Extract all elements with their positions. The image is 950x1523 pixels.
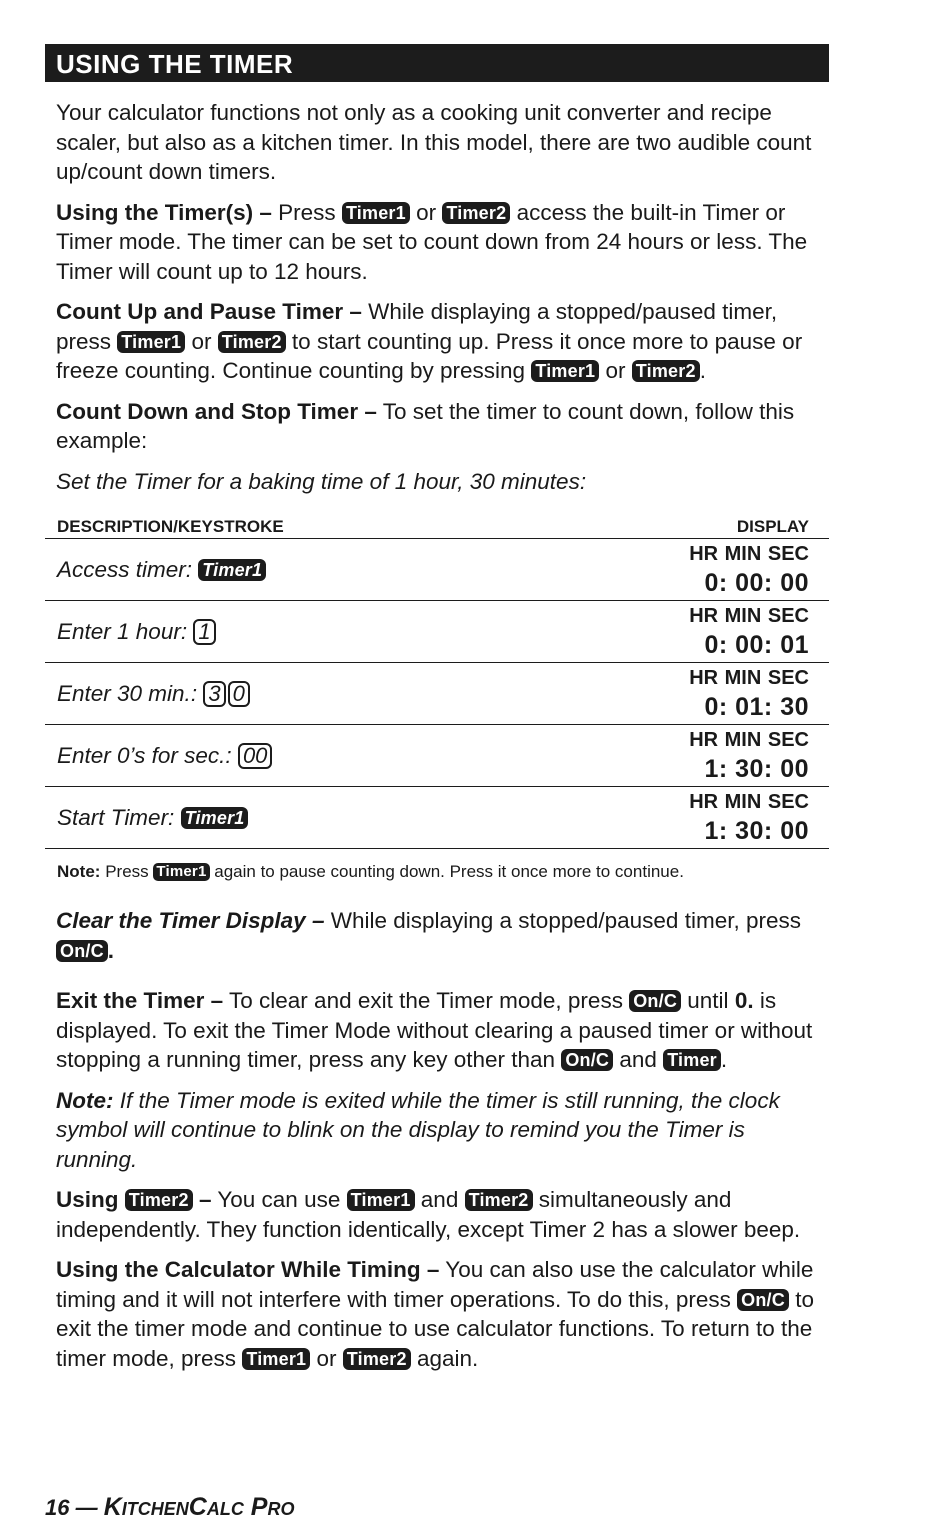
text: until	[687, 988, 729, 1013]
display-value: 1: 30: 00	[704, 754, 809, 783]
using-timers-paragraph	[56, 198, 825, 287]
page-number: 16 —	[45, 1495, 98, 1520]
count-up-heading: Count Up and Pause Timer –	[56, 299, 362, 324]
section-header	[45, 44, 829, 82]
timer2-key-icon: Timer2	[343, 1348, 411, 1370]
timer1-key-icon: Timer1	[181, 807, 249, 829]
content-body	[45, 98, 829, 496]
table-row	[45, 663, 829, 725]
timer1-key-icon: Timer1	[198, 559, 266, 581]
text: or	[416, 199, 437, 225]
display-value: 0: 01: 30	[704, 692, 809, 721]
zero-display: 0.	[734, 988, 754, 1013]
row-desc-text: Start Timer:	[57, 804, 175, 830]
text: You can use	[217, 1187, 341, 1212]
onc-key-icon: On/C	[737, 1289, 789, 1311]
keystroke-table	[45, 516, 829, 883]
clear-display-heading: Clear the Timer Display –	[56, 908, 325, 933]
display-value: 0: 00: 01	[704, 630, 809, 659]
text: .	[720, 1047, 728, 1072]
text: to exit the timer mode and continue to use calculator functions. To return to the timer mode, press	[56, 1286, 814, 1371]
section-title: USING THE TIMER	[56, 49, 294, 79]
text: While displaying a stopped/paused timer, press	[56, 299, 778, 354]
row-desc	[57, 805, 248, 831]
exit-timer-heading: Exit the Timer –	[56, 988, 224, 1013]
row-desc	[57, 557, 266, 583]
onc-key-icon: On/C	[629, 990, 681, 1012]
text: access the built-in Timer or Timer mode. The timer can be set to count down from 24 hours or less. The Timer will count up to 12 hours.	[56, 199, 808, 284]
row-desc-text: Enter 30 min.:	[57, 680, 198, 706]
timer2-key-icon: Timer2	[465, 1189, 533, 1211]
product-name: KitchenCalc Pro	[103, 1493, 295, 1521]
text: .	[699, 358, 706, 383]
intro-paragraph: Your calculator functions not only as a cooking unit converter and recipe scaler, but also as a kitchen timer. In this model, there are two audible count up/count down timers.	[56, 100, 812, 184]
display-value: 1: 30: 00	[704, 816, 809, 845]
row-desc-text: Enter 0’s for sec.:	[57, 742, 232, 768]
clear-display-paragraph	[56, 906, 825, 965]
text: Press	[105, 862, 149, 881]
timer-key-icon: Timer	[663, 1049, 721, 1071]
onc-key-icon: On/C	[561, 1049, 613, 1071]
text: To set the timer to count down, follow this example:	[56, 398, 795, 453]
page-footer	[45, 1492, 294, 1523]
row-desc-text: Enter 1 hour:	[57, 618, 188, 644]
text: to start counting up. Press it once more to pause or freeze counting. Continue counting by pressing	[56, 328, 803, 383]
row-desc	[57, 681, 252, 707]
row-desc	[57, 743, 274, 769]
note-paragraph	[56, 1086, 825, 1175]
col-disp-header: DISPLAY	[736, 517, 809, 536]
key-3-icon: 3	[203, 681, 225, 707]
text: or	[191, 328, 212, 354]
row-display	[689, 789, 809, 847]
timer1-key-icon: Timer1	[242, 1348, 310, 1370]
row-desc-text: Access timer:	[57, 556, 193, 582]
count-up-paragraph	[56, 297, 825, 386]
table-note-label: Note:	[57, 862, 101, 881]
manual-page	[45, 44, 829, 1373]
note-text: If the Timer mode is exited while the timer is still running, the clock symbol will continue to blink on the display to remind you the Timer is running.	[56, 1087, 780, 1172]
display-value: 0: 00: 00	[704, 568, 809, 597]
display-label: HR MIN SEC	[689, 666, 809, 689]
text: or	[316, 1345, 337, 1371]
calc-while-timing-paragraph	[56, 1255, 825, 1373]
exit-timer-paragraph	[56, 986, 825, 1075]
row-display	[689, 541, 809, 599]
timer1-key-icon: Timer1	[117, 331, 185, 353]
text: simultaneously and independently. They function identically, except Timer 2 has a slower beep.	[56, 1187, 801, 1242]
key-1-icon: 1	[193, 619, 215, 645]
using-timers-heading: Using the Timer(s) –	[56, 199, 272, 225]
content-body-2	[45, 906, 829, 1373]
count-down-heading: Count Down and Stop Timer –	[56, 398, 377, 424]
row-display	[689, 665, 809, 723]
table-row	[45, 725, 829, 787]
text: Press	[278, 199, 336, 225]
timer2-key-icon: Timer2	[632, 360, 700, 382]
table-row	[45, 601, 829, 663]
display-label: HR MIN SEC	[689, 604, 809, 627]
timer1-key-icon: Timer1	[347, 1189, 415, 1211]
text: and	[619, 1047, 657, 1072]
onc-key-icon: On/C	[56, 940, 108, 962]
table-row	[45, 787, 829, 849]
example-line: Set the Timer for a baking time of 1 hour, 30 minutes:	[56, 468, 587, 494]
text: To clear and exit the Timer mode, press	[229, 988, 623, 1013]
table-note	[45, 849, 829, 883]
timer1-key-icon: Timer1	[531, 360, 599, 382]
text: .	[107, 937, 115, 963]
timer1-key-icon: Timer1	[153, 863, 209, 881]
timer2-key-icon: Timer2	[218, 331, 286, 353]
calc-while-timing-heading: Using the Calculator While Timing –	[56, 1257, 440, 1282]
text: You can also use the calculator while timing and it will not interfere with timer operations. To do this, press	[56, 1257, 814, 1312]
row-display	[689, 727, 809, 785]
count-down-paragraph	[56, 397, 825, 456]
key-0-icon: 0	[228, 681, 250, 707]
text: again.	[416, 1345, 479, 1371]
display-label: HR MIN SEC	[689, 728, 809, 751]
text: While displaying a stopped/paused timer, press	[330, 908, 801, 933]
display-label: HR MIN SEC	[689, 542, 809, 565]
row-desc	[57, 619, 218, 645]
text: –	[198, 1187, 212, 1212]
text: or	[605, 358, 626, 383]
text: and	[420, 1187, 459, 1212]
text: is displayed. To exit the Timer Mode without clearing a paused timer or without stopping a running timer, press any key other than	[56, 988, 813, 1072]
row-display	[689, 603, 809, 661]
note-label: Note:	[56, 1087, 114, 1113]
timer1-key-icon: Timer1	[342, 202, 410, 224]
table-row	[45, 539, 829, 601]
col-desc-header: DESCRIPTION/KEYSTROKE	[57, 517, 284, 536]
timer2-key-icon: Timer2	[125, 1189, 193, 1211]
using-timer2-paragraph	[56, 1185, 825, 1244]
using-timer2-heading: Using	[56, 1187, 119, 1212]
key-00-icon: 00	[238, 743, 272, 769]
timer2-key-icon: Timer2	[442, 202, 510, 224]
display-label: HR MIN SEC	[689, 790, 809, 813]
text: again to pause counting down. Press it once more to continue.	[214, 862, 684, 881]
table-header	[45, 516, 829, 539]
